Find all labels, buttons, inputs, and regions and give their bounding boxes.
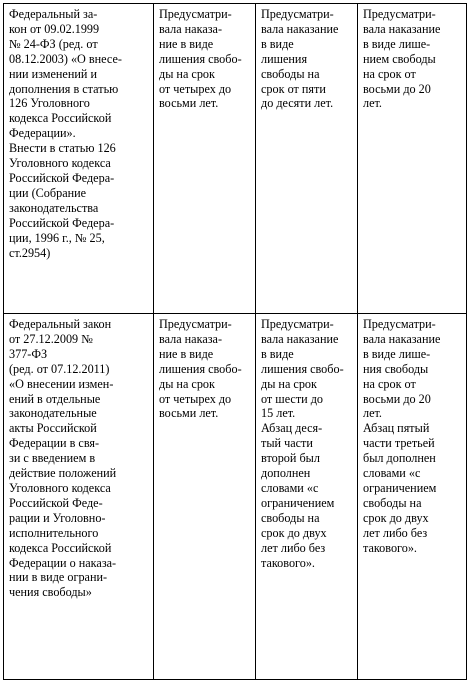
legislation-table: [3, 3, 467, 680]
part-three-penalty-cell: Предусматри- вала наказание в виде лише- ния свободы на срок от восьми до 20 лет. Абзац пятый части третьей был дополнен словами «с ограничением свободы на срок до двух лет либо без такового».: [358, 314, 467, 680]
table-row: [4, 4, 467, 314]
part-one-penalty-cell: Предусматри- вала наказа- ние в виде лишения свобо- ды на срок от четырех до восьми лет.: [154, 314, 256, 680]
part-two-penalty-cell: Предусматри- вала наказание в виде лишения свобо- ды на срок от шести до 15 лет. Абзац деся- тый части второй был дополнен словами «с ограничением свободы на срок до двух лет либо без такового».: [256, 314, 358, 680]
law-cell: Федеральный за- кон от 09.02.1999 № 24-ФЗ (ред. от 08.12.2003) «О внесе- нии изменений и дополнения в статью 126 Уголовного кодекса Российской Федерации». Внести в статью 126 Уголовного кодекса Российской Федера- ции (Собрание законодательства Российской Федера- ции, 1996 г., № 25, ст.2954): [4, 4, 154, 314]
table-row: [4, 314, 467, 680]
part-one-penalty-cell: Предусматри- вала наказа- ние в виде лишения свобо- ды на срок от четырех до восьми лет.: [154, 4, 256, 314]
law-cell: Федеральный закон от 27.12.2009 № 377-ФЗ (ред. от 07.12.2011) «О внесении измен- ений в отдельные законодательные акты Российской Федерации в свя- зи с введением в действие положений Уголовного кодекса Российской Феде- рации и Уголовно- исполнительного кодекса Российской Федерации о наказа- нии в виде ограни- чения свободы»: [4, 314, 154, 680]
part-three-penalty-cell: Предусматри- вала наказание в виде лише- нием свободы на срок от восьми до 20 лет.: [358, 4, 467, 314]
part-two-penalty-cell: Предусматри- вала наказание в виде лишения свободы на срок от пяти до десяти лет.: [256, 4, 358, 314]
